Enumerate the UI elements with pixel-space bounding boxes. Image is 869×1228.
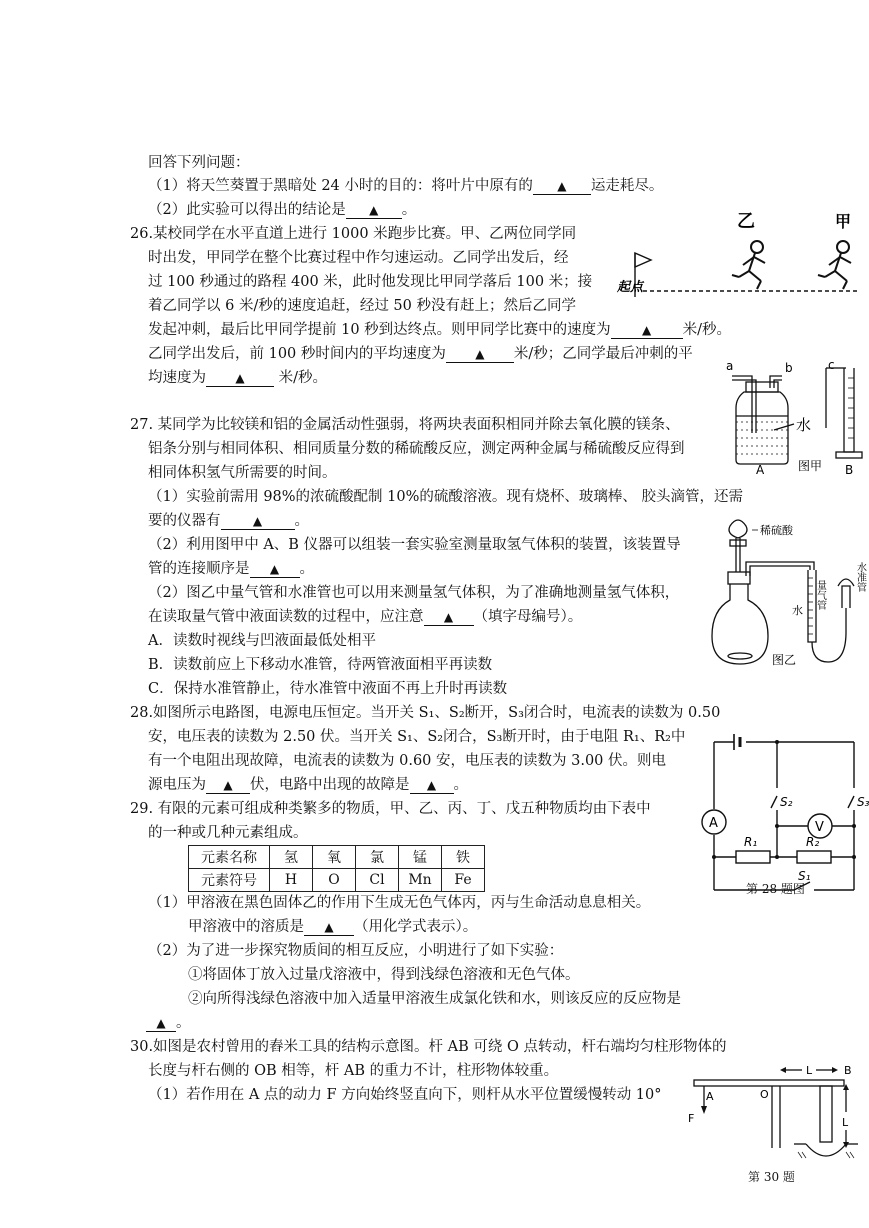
table-row [189,869,485,892]
answer-blank[interactable]: ▲ [410,777,454,794]
text-line: 铝条分别与相同体积、相同质量分数的稀硫酸反应，测定两种金属与稀硫酸反应得到 [148,441,685,457]
answer-blank[interactable]: ▲ [533,178,591,195]
runner-yi-icon [732,241,765,289]
water-label: 水 [796,416,812,434]
switch-s3-label: S₃ [857,795,869,809]
ammeter-icon: A [709,816,718,831]
voltmeter-icon: V [815,820,824,835]
answer-blank[interactable]: ▲ [206,777,250,794]
text-line: 时出发，甲同学在整个比赛过程中作匀速运动。乙同学出发后，经 [148,250,569,266]
text-line: 有一个电阻出现故障，电流表的读数为 0.60 安，电压表的读数为 3.00 伏。则电 [148,753,667,769]
label-b: b [785,361,793,375]
table-cell: Cl [356,869,399,892]
label-L-right: L [842,1116,849,1129]
label-F: F [688,1112,695,1125]
text-line: 均速度为 ▲ 米/秒。 [148,370,327,386]
r2-label: R₂ [806,835,820,849]
question-29: 29. 有限的元素可组成种类繁多的物质，甲、乙、丙、丁、戊五种物质均由下表中 [130,801,651,817]
text-line: （1）实验前需用 98%的浓硫酸配制 10%的硫酸溶液。现有烧杯、玻璃棒、 胶头滴管，还需 [148,489,744,505]
text-line: 发起冲刺，最后比甲同学提前 10 秒到达终点。则甲同学比赛中的速度为 ▲ 米/秒。 [148,322,732,338]
option-c: C．保持水准管静止，待水准管中液面不再上升时再读数 [148,681,508,697]
question-27: 27. 某同学为比较镁和铝的金属活动性强弱，将两块表面积相同并除去氧化膜的镁条、 [130,417,680,433]
text-line: 安，电压表的读数为 2.50 伏。当开关 S₁、S₂闭合，S₃断开时，由于电阻 R₁、R₂中 [148,729,686,745]
answer-blank[interactable]: ▲ [206,370,274,387]
text-line: 源电压为 ▲ 伏，电路中出现的故障是 ▲ 。 [148,777,468,793]
table-cell: Mn [399,869,442,892]
text-line: （2）利用图甲中 A、B 仪器可以组装一套实验室测量取氢气体积的装置，该装置导 [148,537,681,553]
text-line: （1）将天竺葵置于黑暗处 24 小时的目的：将叶片中原有的 ▲ 运走耗尽。 [148,178,664,194]
text-line: 过 100 秒通过的路程 400 米，此时他发现比甲同学落后 100 米；接 [148,274,593,290]
label-B: B [844,1064,852,1077]
race-figure [605,205,865,300]
text-line: （1）甲溶液在黑色固体乙的作用下生成无色气体丙，丙与生命活动息息相关。 [148,895,651,911]
answer-blank[interactable]: ▲ [611,322,683,339]
text-line: ②向所得浅绿色溶液中加入适量甲溶液生成氯化铁和水，则该反应的反应物是 [188,991,681,1007]
lever-figure [676,1060,862,1170]
water-label: 水 [792,604,803,617]
table-cell: 氯 [356,846,399,869]
answer-blank[interactable]: ▲ [146,1015,176,1032]
label-O: O [760,1088,769,1101]
answer-blank[interactable]: ▲ [446,346,514,363]
table-cell: H [270,869,313,892]
table-cell: 铁 [442,846,485,869]
label-L-top: L [806,1064,813,1077]
label-a: a [726,359,734,373]
level-tube-label: 水准管 [854,562,866,592]
option-a: A．读数时视线与凹液面最低处相平 [148,633,376,649]
table-cell: 锰 [399,846,442,869]
text-line: （1）若作用在 A 点的动力 F 方向始终竖直向下，则杆从水平位置缓慢转动 10° [148,1087,662,1103]
text-line: 长度与杆右侧的 OB 相等，杆 AB 的重力不计，柱形物体较重。 [148,1063,559,1079]
lever-caption: 第 30 题 [748,1170,795,1184]
answer-blank[interactable]: ▲ [304,919,354,936]
table-cell: 氢 [270,846,313,869]
text-line: （2）图乙中量气管和水准管也可以用来测量氢气体积，为了准确地测量氢气体积， [148,585,680,601]
runner-jia-icon [818,241,851,289]
text-line: 要的仪器有 ▲ 。 [148,513,309,529]
burette-label: 量气管 [814,580,826,610]
r1-label: R₁ [744,835,758,849]
circuit-figure [694,722,869,902]
table-cell: Fe [442,869,485,892]
table-cell: 氧 [313,846,356,869]
label-A: A [706,1090,714,1103]
figure-yi [710,512,868,674]
text-line: 回答下列问题： [148,155,250,171]
text-line: 着乙同学以 6 米/秒的速度追赶，经过 50 秒没有赶上；然后乙同学 [148,298,576,314]
text-line: ▲ 。 [146,1013,191,1033]
text-line: （2）为了进一步探究物质间的相互反应，小明进行了如下实验： [148,943,564,959]
label-c: c [828,358,835,372]
switch-s2-label: S₂ [780,795,793,809]
answer-blank[interactable]: ▲ [250,561,300,578]
acid-label: 稀硫酸 [760,524,793,537]
table-row [189,846,485,869]
answer-blank[interactable]: ▲ [346,202,402,219]
question-30: 30.如图是农村曾用的舂米工具的结构示意图。杆 AB 可绕 O 点转动，杆右端均匀柱形物体的 [130,1039,727,1055]
text-line: 管的连接顺序是 ▲ 。 [148,561,314,577]
table-header: 元素名称 [189,846,270,869]
text-line: 的一种或几种元素组成。 [148,825,308,841]
switch-s1-label: S₁ [798,869,811,883]
text-line: 在读取量气管中液面读数的过程中，应注意 ▲ （填字母编号）。 [148,609,583,625]
yi-label: 乙 [737,211,755,232]
table-header: 元素符号 [189,869,270,892]
option-b: B．读数前应上下移动水准管，待两管液面相平再读数 [148,657,493,673]
circuit-caption: 第 28 题图 [746,882,805,896]
jia-label: 甲 [835,212,852,231]
label-A: A [756,463,765,477]
figure-jia [722,358,867,476]
answer-blank[interactable]: ▲ [424,609,474,626]
question-26: 26.某校同学在水平直道上进行 1000 米跑步比赛。甲、乙两位同学同 [130,226,577,242]
answer-blank[interactable]: ▲ [221,513,295,530]
text-line: 甲溶液中的溶质是 ▲ （用化学式表示）。 [188,919,478,935]
text-line: ①将固体丁放入过量戊溶液中，得到浅绿色溶液和无色气体。 [188,967,580,983]
start-label: 起点 [617,280,644,295]
text-line: （2）此实验可以得出的结论是 ▲ 。 [148,202,417,218]
table-cell: O [313,869,356,892]
caption-jia: 图甲 [798,459,823,473]
caption-yi: 图乙 [772,653,797,667]
text-line: 乙同学出发后，前 100 秒时间内的平均速度为 ▲ 米/秒；乙同学最后冲刺的平 [148,346,693,362]
text-line: 相同体积氢气所需要的时间。 [148,465,337,481]
element-table [188,845,485,892]
label-B: B [845,463,854,477]
question-28: 28.如图所示电路图，电源电压恒定。当开关 S₁、S₂断开，S₃闭合时，电流表的读数为 0.50 [130,705,721,721]
